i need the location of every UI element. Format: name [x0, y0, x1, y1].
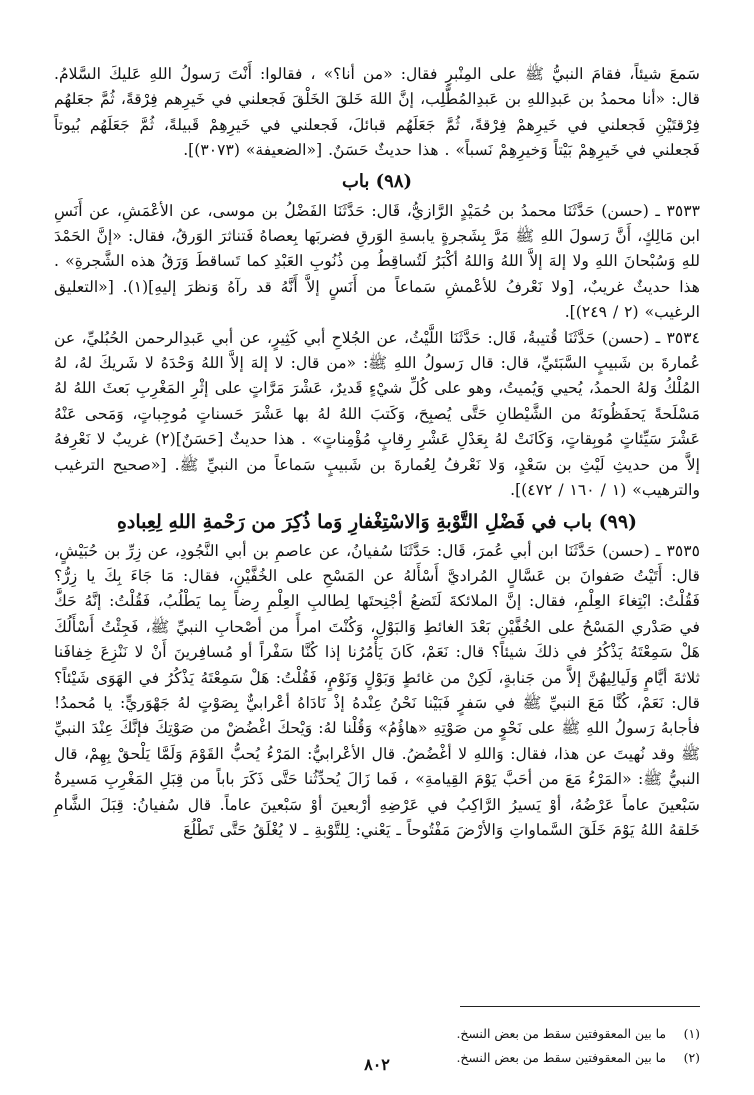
footnote-text: ما بين المعقوفتين سقط من بعض النسخ.: [456, 1050, 666, 1065]
paragraph-continuation: سَمعَ شيئاً، فقامَ النبيُّ ﷺ على المِنْبرِ فقال: «من أنا؟» ، فقالوا: أَنْتَ رَسولُ اللهِ عَليكَ السَّلامُ. قال: «أنا محمدُ بن عَبدِاللهِ بن عَبدِالمُطَّلِب، إنَّ اللهَ خَلقَ الخَلْقَ فَجعلني في خَيرِهم فِرْقةً، ثُمَّ جعَلهُم فِرْقتَيْنِ فَجعلني في خَيرِهمْ فِرْقةً، ثُمَّ جَعَلَهُم قبائلَ، فَجعلني في خَيرِهِمْ قَبيلةً، ثُمَّ جَعَلَهُم بُيوتاً فَجعلني في خَيرِهِمْ بَيْتاً وَخيرِهِمْ نَسباً» . هذا حديثٌ حَسَنٌ. [«الضعيفة» (٣٠٧٣)].: [54, 65, 700, 160]
hadith-3535: ٣٥٣٥ ـ (حسن) حَدَّثَنَا ابن أبي عُمرَ، قَال: حَدَّثَنَا سُفيانُ، عن عاصمِ بن أبي النَّجُودِ، عن زِرِّ بن حُبَيْشٍ، قال: أَتَيْتُ صَفوانَ بن عَسَّالٍ المُراديَّ أَسْأَلهُ عن المَسْحِ على الخُفَّيْنِ، فقال: مَا جَاءَ بِكَ يا زِرُّ؟ فَقُلْتُ: ابْتِغاءَ العِلْمِ، فقال: إنَّ الملائكةَ لَتَضعُ أجْنِحتَها لِطالبِ العِلْمِ رِضاً بِما يَطْلُبُ، فَقُلْتُ: إنَّهُ حَكَّ في صَدْري المَسْحُ على الخُفَّيْنِ بَعْدَ الغائطِ وَالبَوْلِ، وَكُنْتَ امرأً من أصْحابِ النبيِّ ﷺ، فَجِئْتُ أَسْأَلُكَ هَلْ سَمِعْتَهُ يَذْكُرُ في ذلكَ شيئاً؟ قال: نَعَمْ، كَانَ يَأْمُرُنا إذا كُنَّا سَفْراً أو مُسافِرينَ أَنْ لا نَنْزِعَ خِفافَنا ثلاثةَ أيَّامٍ وَلَيالِيهُنَّ إلاَّ من جَنابةٍ، لَكِنْ من غائطٍ وَبَوْلٍ وَنَوْمٍ، فَقُلْتُ: هَلْ سَمِعْتَهُ يَذْكُرُ في الهَوَى شَيْئاً؟ قال: نَعَمْ، كُنَّا مَعَ النبيِّ ﷺ في سَفرٍ فَبَيْنا نَحْنُ عِنْدهُ إذْ نَادَاهُ أعْرابيٌّ بِصَوْتٍ لهُ جَهْوَريٍّ: يا مُحمدُ! فأجابهُ رَسولُ اللهِ ﷺ على نَحْوٍ من صَوْتِهِ «هاؤُمُ» وَقُلْنا لهُ: وَيْحكَ اغْضُضْ من صَوْتِكَ فإنَّكَ عِنْدَ النبيِّ ﷺ وقد نُهيتَ عن هذا، فقال: وَاللهِ لا أغْضُضُ. قال الأعْرابيُّ: المَرْءُ يُحبُّ القَوْمَ وَلَمَّا يَلْحقْ بِهِمْ، قال النبيُّ ﷺ: «المَرْءُ مَعَ من أحَبَّ يَوْمَ القِيامةِ» ، فَما زَالَ يُحدِّثُنا حَتَّى ذَكَرَ باباً من قِبَلِ المَغْرِبِ مَسيرةُ سَبْعينَ عاماً عَرْضُهُ، أوْ يَسيرُ الرَّاكِبُ في عَرْضِهِ أرْبعينَ أوْ سَبْعينَ عاماً. قال سُفيانُ: قِبَلَ الشَّامِ خَلقهُ اللهُ يَوْمَ خَلَقَ السَّماواتِ وَالأرْضَ مَفْتُوحاً ـ يَعْني: لِلتَّوْبةِ ـ لا يُغْلَقُ حَتَّى تَطْلُعَ: [54, 541, 700, 839]
chapter-heading-98: (٩٨) باب: [341, 170, 413, 192]
chapter-heading-99: (٩٩) باب في فَضْلِ التَّوْبةِ وَالاسْتِغْفارِ وَما ذُكِرَ من رَحْمةِ اللهِ لِعِبادهِ: [116, 510, 638, 533]
page-number: ٨٠٢: [364, 1055, 390, 1074]
hadith-3534: ٣٥٣٤ ـ (حسن) حَدَّثَنَا قُتيبةُ، قَال: حَدَّثَنَا اللَّيْثُ، عن الجُلاحِ أبي كَثِيرٍ، عن أبي عَبدِالرحمن الحُبُليِّ، عن عُمارةَ بن شَبيبٍ السَّبَئيِّ، قال: قال رَسولُ اللهِ ﷺ: «من قال: لا إلهَ إلاَّ اللهُ وَحْدَهُ لا شَريكَ لهُ، لهُ المُلْكُ وَلهُ الحمدُ، يُحيي وَيُميتُ، وهو على كُلِّ شيْءٍ قَديرٌ، عَشْرَ مَرَّاتٍ على إثْرِ المَغْرِبِ بَعثَ اللهُ لهُ مَسْلَحةً يَحفَظُونَهُ من الشَّيْطانِ حَتَّى يُصبِحَ، وَكَتبَ اللهُ لهُ بها عَشْرَ حَسناتٍ مُوجِباتٍ، وَمَحى عَنْهُ عَشْرَ سَيِّئاتٍ مُوبِقاتٍ، وَكَانَتْ لهُ بِعَدْلِ عَشْرِ رِقابٍ مُؤْمِناتٍ» . هذا حديثٌ [حَسَنٌ](٢) غريبٌ لا نَعْرِفهُ إلاَّ من حديثِ لَيْثِ بن سَعْدٍ، وَلا نَعْرفُ لِعُمارةَ بن شَبيبٍ سَماعاً من النبيِّ ﷺ. [«صحيح الترغيب والترهيب» (١ / ١٦٠ / ٤٧٢)].: [54, 328, 700, 500]
footnote-divider: [460, 1006, 700, 1007]
footnote-text: ما بين المعقوفتين سقط من بعض النسخ.: [456, 1026, 666, 1041]
footnote-number: (١): [683, 1026, 700, 1041]
footnote-number: (٢): [683, 1050, 700, 1065]
footnote-item: [54, 1022, 700, 1046]
hadith-3533: ٣٥٣٣ ـ (حسن) حَدَّثَنَا محمدُ بن حُمَيْدٍ الرَّازيُّ، قَال: حَدَّثَنَا الفَضْلُ بن موسى، عن الأعْمَشِ، عن أَنَسِ ابن مَالِكٍ، أَنَّ رَسولَ اللهِ ﷺ مَرَّ بِشَجرةٍ يابسةِ الوَرقِ فضربَها بِعصاهُ فَتناثرَ الوَرقُ، فقال: «إنَّ الحَمْدَ للهِ وَسُبْحانَ اللهِ ولا إلهَ إلاَّ اللهُ وَاللهُ أكْبَرُ لَتُساقِطُ مِن ذُنُوبِ العَبْدِ كما تَساقطَ وَرَقُ هذه الشَّجرةِ» . هذا حديثٌ غريبٌ، [ولا نَعْرفُ للأعْمشِ سَماعاً من أَنَسٍ إلاَّ أَنَّهُ قد رآهُ وَنظرَ إليهِ](١). [«التعليق الرغيب» (٢ / ٢٤٩)].: [54, 201, 700, 322]
